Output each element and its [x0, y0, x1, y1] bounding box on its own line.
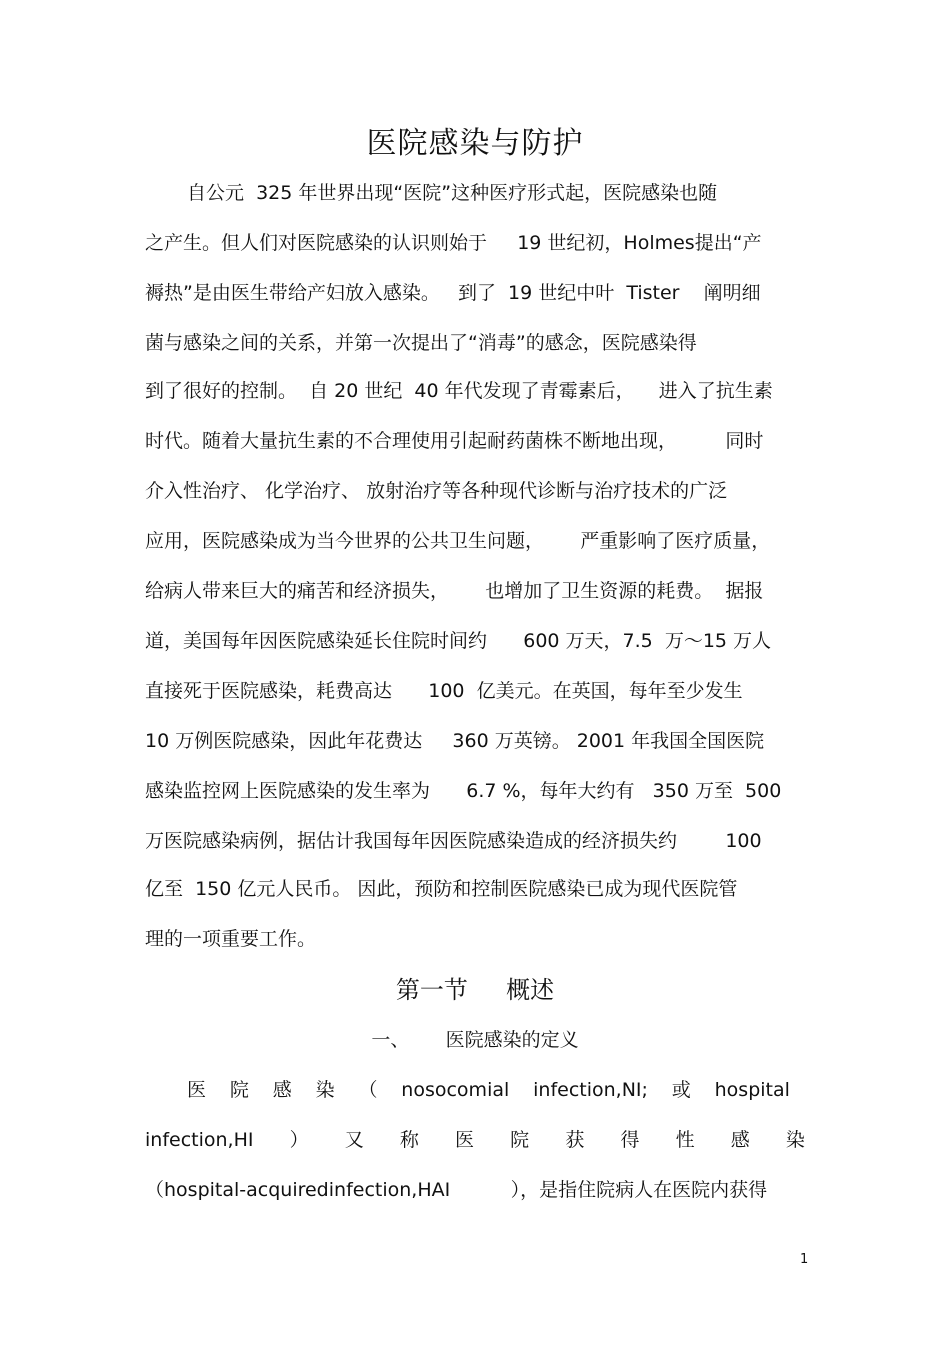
definition-line-1	[187, 1075, 790, 1105]
definition-line-3: （hospital-acquiredinfection,HAI ），是指住院病人在医院内获得	[145, 1179, 768, 1201]
paragraph-line: 菌与感染之间的关系，并第一次提出了“消毒”的感念，医院感染得	[145, 332, 697, 354]
definition-word: infection,NI;	[533, 1079, 648, 1101]
paragraph-line: 时代。随着大量抗生素的不合理使用引起耐药菌株不断地出现， 同时	[145, 430, 764, 452]
definition-word: 得	[620, 1129, 640, 1151]
definition-word: 院	[510, 1129, 530, 1151]
paragraph-line: 到了很好的控制。 自 20 世纪 40 年代发现了青霉素后， 进入了抗生素	[145, 380, 773, 402]
paragraph-line: 感染监控网上医院感染的发生率为 6.7 %，每年大约有 350 万至 500	[145, 780, 782, 802]
definition-word: nosocomial	[401, 1079, 510, 1101]
section-heading: 第一节 概述	[395, 976, 555, 1004]
definition-word: 感	[272, 1079, 292, 1101]
definition-word: 称	[399, 1129, 419, 1151]
definition-line-2	[145, 1125, 805, 1155]
subsection-heading: 一、 医院感染的定义	[371, 1029, 579, 1051]
paragraph-line: 道，美国每年因医院感染延长住院时间约 600 万天，7.5 万～15 万人	[145, 630, 772, 652]
paragraph-line: 褥热”是由医生带给产妇放入感染。 到了 19 世纪中叶 Tister 阐明细	[145, 282, 761, 304]
paragraph-line: 理的一项重要工作。	[145, 928, 317, 950]
document-title: 医院感染与防护	[366, 126, 584, 161]
definition-word: 医	[187, 1079, 207, 1101]
definition-word: 医	[455, 1129, 475, 1151]
paragraph-line: 亿至 150 亿元人民币。 因此，预防和控制医院感染已成为现代医院管	[145, 878, 738, 900]
definition-word: 或	[671, 1079, 691, 1101]
definition-word: 获	[565, 1129, 585, 1151]
definition-word: 染	[785, 1129, 805, 1151]
definition-word: 院	[229, 1079, 249, 1101]
paragraph-line: 介入性治疗、 化学治疗、 放射治疗等各种现代诊断与治疗技术的广泛	[145, 480, 728, 502]
definition-word: （	[358, 1079, 378, 1101]
definition-word: infection,HI	[145, 1129, 254, 1151]
definition-word: 染	[315, 1079, 335, 1101]
page-number: 1	[800, 1252, 809, 1267]
paragraph-line: 直接死于医院感染，耗费高达 100 亿美元。在英国，每年至少发生	[145, 680, 743, 702]
paragraph-line: 10 万例医院感染，因此年花费达 360 万英镑。 2001 年我国全国医院	[145, 730, 765, 752]
paragraph-line: 万医院感染病例，据估计我国每年因医院感染造成的经济损失约 100	[145, 830, 762, 852]
definition-word: hospital	[714, 1079, 790, 1101]
paragraph-line: 之产生。但人们对医院感染的认识则始于 19 世纪初，Holmes提出“产	[145, 232, 762, 254]
definition-word: ）	[289, 1129, 309, 1151]
definition-word: 又	[344, 1129, 364, 1151]
definition-word: 性	[675, 1129, 695, 1151]
paragraph-line: 给病人带来巨大的痛苦和经济损失， 也增加了卫生资源的耗费。 据报	[145, 580, 764, 602]
definition-word: 感	[730, 1129, 750, 1151]
paragraph-line: 自公元 325 年世界出现“医院”这种医疗形式起，医院感染也随	[187, 182, 718, 204]
paragraph-line: 应用，医院感染成为当今世界的公共卫生问题， 严重影响了医疗质量，	[145, 530, 771, 552]
